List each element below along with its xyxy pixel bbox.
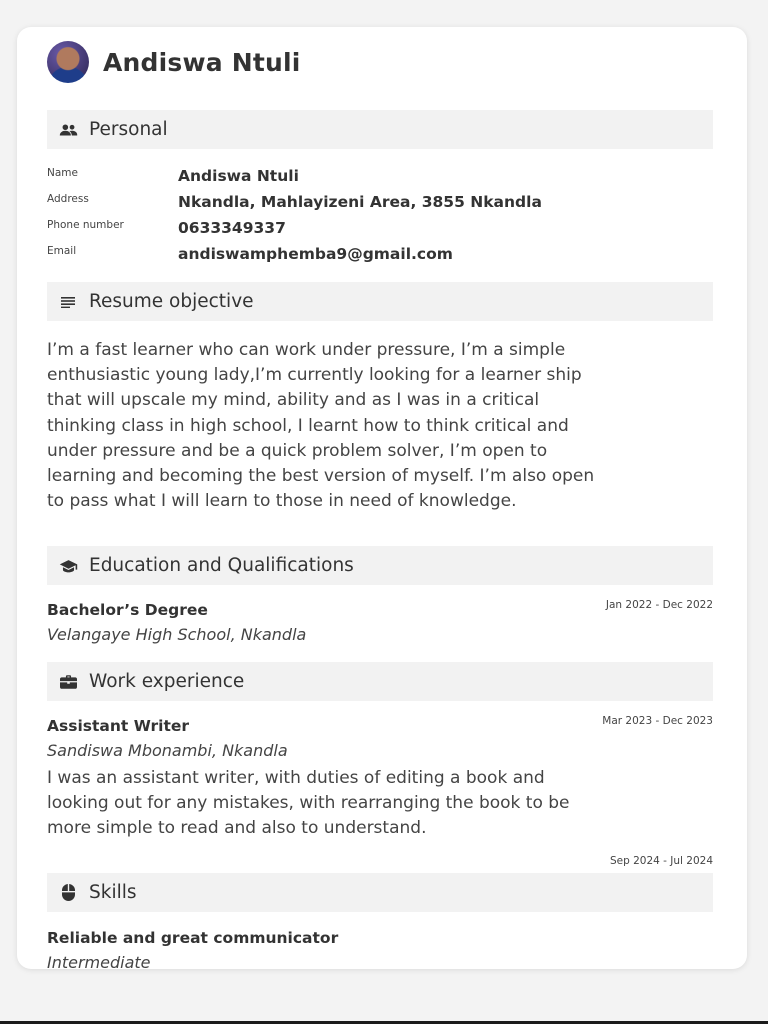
- section-title: Work experience: [89, 671, 245, 692]
- mouse-icon: [58, 883, 78, 903]
- work-dates-second: Sep 2024 - Jul 2024: [609, 855, 713, 867]
- field-label-name: Name: [47, 167, 78, 179]
- briefcase-icon: [58, 672, 78, 692]
- lines-icon: [58, 292, 78, 312]
- graduation-cap-icon: [58, 556, 78, 576]
- field-label-email: Email: [47, 245, 77, 257]
- field-value-phone: 0633349337: [178, 219, 286, 237]
- section-personal: [47, 110, 713, 149]
- field-value-email: andiswamphemba9@gmail.com: [178, 245, 453, 263]
- section-title: Personal: [89, 119, 168, 140]
- skill-title: Reliable and great communicator: [47, 929, 339, 947]
- section-title: Skills: [89, 882, 137, 903]
- skill-level: Intermediate: [47, 953, 151, 969]
- avatar: [47, 41, 89, 83]
- work-description: I was an assistant writer, with duties of editing a book and looking out for any mistakes, with rearranging the book to be more simple to read and also to understand.: [47, 768, 570, 839]
- field-label-address: Address: [47, 193, 89, 205]
- education-institution: Velangaye High School, Nkandla: [47, 625, 307, 644]
- work-dates: Mar 2023 - Dec 2023: [602, 715, 713, 727]
- section-work: [47, 662, 713, 701]
- section-title: Resume objective: [89, 291, 254, 312]
- profile-name: Andiswa Ntuli: [103, 47, 301, 77]
- work-employer: Sandiswa Mbonambi, Nkandla: [47, 741, 288, 760]
- field-label-phone: Phone number: [47, 219, 124, 231]
- education-dates: Jan 2022 - Dec 2022: [605, 599, 713, 611]
- work-title: Assistant Writer: [47, 717, 190, 735]
- section-objective: [47, 282, 713, 321]
- resume-page: [17, 27, 747, 969]
- section-education: [47, 546, 713, 585]
- resume-header: [47, 41, 301, 83]
- field-value-name: Andiswa Ntuli: [178, 167, 299, 185]
- field-value-address: Nkandla, Mahlayizeni Area, 3855 Nkandla: [178, 193, 542, 211]
- section-title: Education and Qualifications: [89, 555, 354, 576]
- section-skills: [47, 873, 713, 912]
- people-icon: [58, 120, 78, 140]
- objective-text: I’m a fast learner who can work under pressure, I’m a simple enthusiastic young lady,I’m currently looking for a learner ship that will upscale my mind, ability and as I was in a critical thinking class in high school, I learnt how to think critical and under pressure and be a quick problem solver, I’m open to learning and becoming the best version of myself. I’m also open to pass what I will learn to those in need of knowledge.: [47, 340, 595, 512]
- education-title: Bachelor’s Degree: [47, 601, 208, 619]
